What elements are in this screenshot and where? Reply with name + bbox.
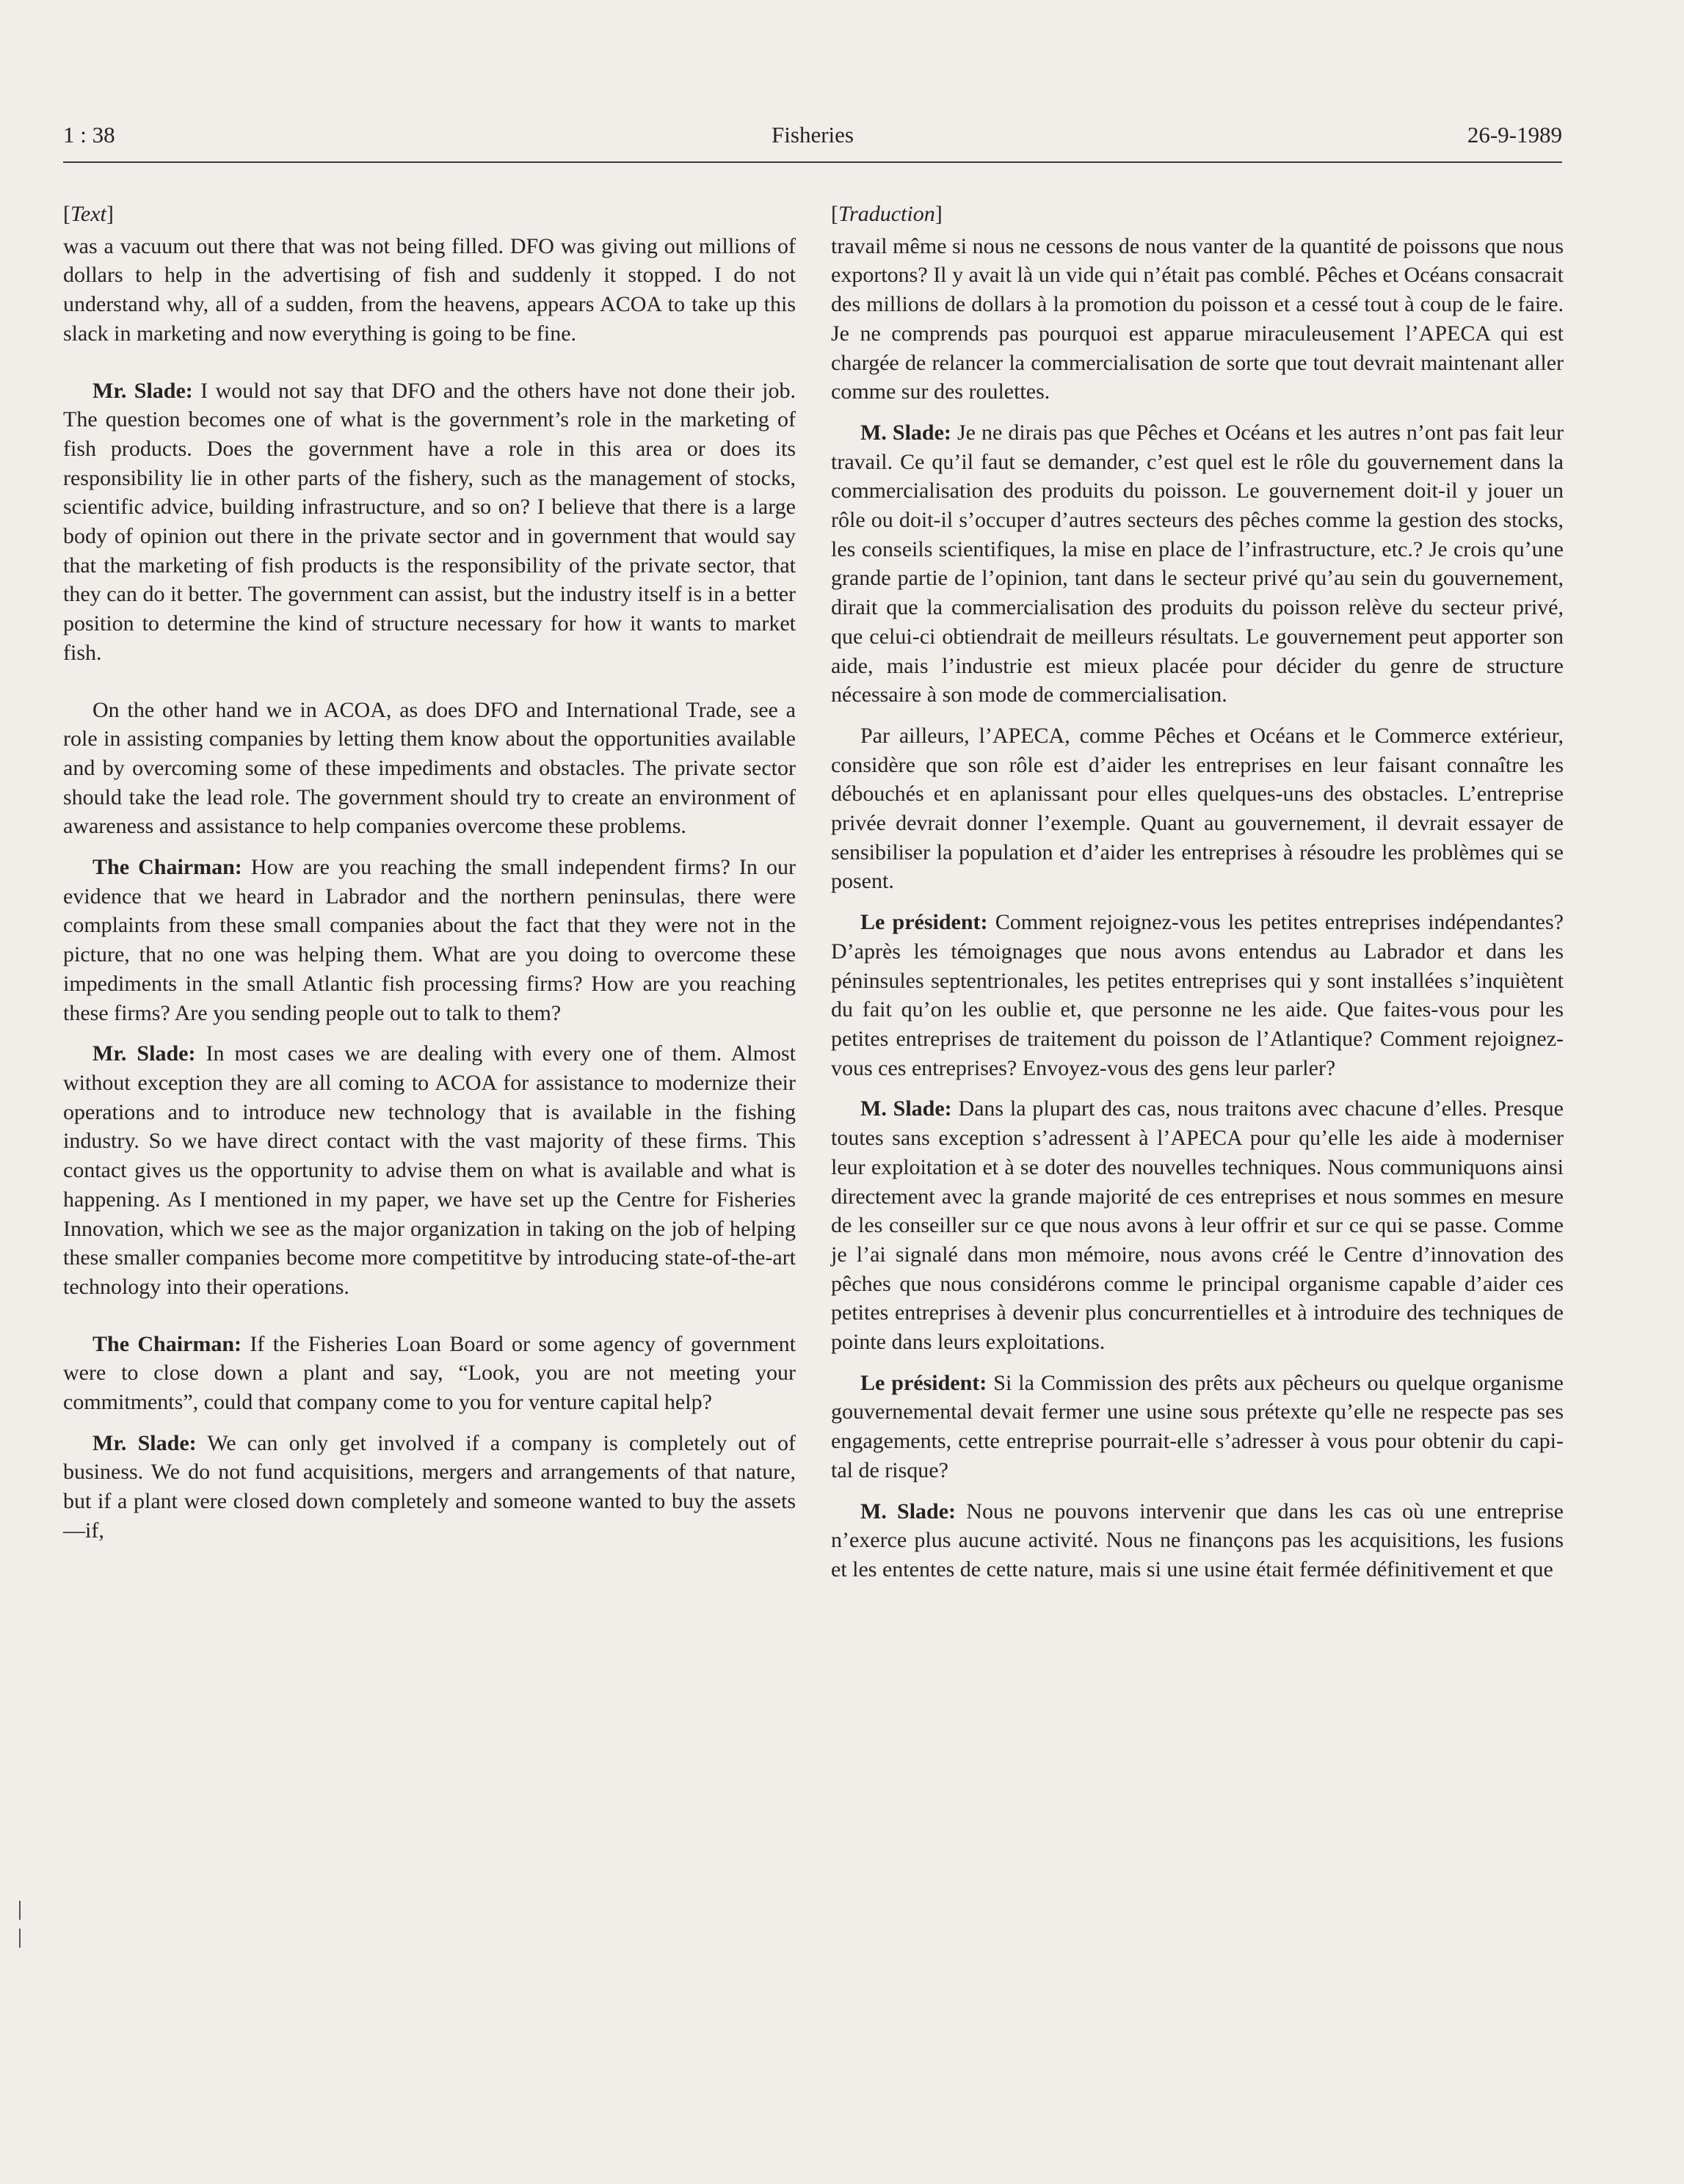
- paragraph-text: In most cases we are dealing with every one of them. Almost without exception they are all coming to ACOA for assistance to modernize their operations and to introduce new technology that is available in the fishing industry. So we have direct contact with the vast majority of these firms. This contact gives us the opportunity to advise them on what is available and what is happening. As I mentioned in my paper, we have set up the Centre for Fisheries Innovation, which we see as the major organization in taking on the job of helping these smaller companies become more competititve by introducing state-of-the-art technology into their operations.: [63, 1041, 796, 1299]
- english-column: [63, 200, 796, 1557]
- speaker-name: The Chairman:: [92, 855, 242, 880]
- paragraph: [63, 232, 796, 349]
- paragraph: [63, 696, 796, 842]
- speaker-name: Mr. Slade:: [92, 1430, 197, 1455]
- french-column: [831, 200, 1564, 1596]
- paragraph: [831, 721, 1564, 896]
- paragraph-text: Par ailleurs, l’APECA, comme Pêches et Océans et le Commerce extérieur, considère que son rôle est d’aider les entreprises en leur faisant connaître les débouchés et en aplanissant pour elles quelques-uns des obstacles. L’entreprise privée devrait donner l’exemple. Quant au gouvernement, il devrait essayer de sensibiliser la population et d’aider les entreprises à résoudre les problèmes qui se posent.: [831, 723, 1564, 894]
- paragraph-text: We can only get involved if a company is completely out of business. We do not fund acquisitions, mergers and arrangements of that nature, but if a plant were closed down completely and someone wanted to buy the assets—if,: [63, 1430, 796, 1543]
- paragraph: [831, 1497, 1564, 1584]
- speaker-name: Mr. Slade:: [92, 378, 193, 403]
- paragraph: [831, 1369, 1564, 1485]
- paragraph: [831, 418, 1564, 710]
- sitting-date: 26-9-1989: [1467, 122, 1562, 148]
- margin-mark: [19, 1929, 21, 1948]
- margin-mark: [19, 1901, 21, 1920]
- column-label: [Traduction]: [831, 202, 943, 226]
- paragraph: [63, 853, 796, 1027]
- paragraph: [831, 232, 1564, 407]
- page-header: [63, 122, 1562, 160]
- paragraph-text: Comment rejoignez-vous les petites entreprises indépendantes? D’après les témoignages que nous avons entendus au Labrador et dans les péninsules septentrionales, les petites entreprises qui y sont installées s’inquiètent du fait qu’on les oublie et, que personne ne les aide. Que faites-vous pour les petites entreprises de traitement du poisson de l’Atlantique? Comment rejoignez-vous ces entreprises? Envoyez-vous des gens leur parler?: [831, 910, 1564, 1080]
- paragraph: [63, 1330, 796, 1417]
- speaker-name: Le président:: [860, 910, 988, 935]
- paragraph-text: Dans la plupart des cas, nous traitons avec chacune d’elles. Presque toutes sans exception s’adressent à l’APECA pour qu’elle les aide à moderniser leur exploitation et à se doter des nouvelles techniques. Nous communiquons ainsi directement avec la grande majorité de ces entreprises et nous sommes en mesure de les conseiller sur ce que nous avons à leur offrir et sur ce qui se passe. Comme je l’ai signalé dans mon mémoire, nous avons créé le Centre d’innovation des pêches que nous considérons comme le principal organisme capable d’aider ces petites entreprises à devenir plus concurrentielles et à introduire des techniques de pointe dans leurs exploitations.: [831, 1096, 1564, 1355]
- paragraph: [63, 376, 796, 668]
- paragraph: [63, 1039, 796, 1301]
- paragraph-text: On the other hand we in ACOA, as does DFO and International Trade, see a role in assisting companies by letting them know about the opportunities available and by overcoming some of these impediments and obstacles. The private sector should take the lead role. The government should try to create an environment of awareness and assistance to help companies overcome these problems.: [63, 697, 796, 839]
- paragraph-text: How are you reaching the small independent firms? In our evidence that we heard in Labrador and the northern peninsulas, there were complaints from these small companies about the fact that they were not in the picture, that no one was helping them. What are you doing to overcome these impediments in the small Atlantic fish processing firms? How are you reaching these firms? Are you sending people out to talk to them?: [63, 855, 796, 1025]
- paragraph: [831, 908, 1564, 1082]
- paragraph-text: I would not say that DFO and the others have not done their job. The question becomes one of what is the government’s role in the marketing of fish products. Does the government have a role in this area or does its responsibility lie in other parts of the fishery, such as the management of stocks, scientific advice, building infrastructure, and so on? I believe that there is a large body of opinion out there in the private sector and in government that would say that the marketing of fish products is the responsibility of the private sector, that they can do it better. The government can assist, but the industry itself is in a better position to determine the kind of structure necessary for how it wants to market fish.: [63, 378, 796, 665]
- paragraph: [63, 1429, 796, 1546]
- paragraph: [831, 1094, 1564, 1356]
- speaker-name: M. Slade:: [860, 1096, 952, 1121]
- speaker-name: M. Slade:: [860, 1499, 957, 1524]
- page-number: 1 : 38: [63, 122, 115, 148]
- paragraph-text: Je ne dirais pas que Pêches et Océans et les autres n’ont pas fait leur travail. Ce qu’il faut se demander, c’est quel est le rôle du gouvernement dans la commercialisation des produits du poisson. Le gouvernement doit-il y jouer un rôle ou doit-il s’occuper d’autres secteurs des pêches comme la gestion des stocks, les conseils scientifiques, la mise en place de l’infrastructure, etc.? Je crois qu’une grande partie de l’opinion, tant dans le secteur privé qu’au sein du gouvernement, dirait que la commercialisation des produits du poisson relève du secteur privé, que celui-ci obtiendrait de meilleurs résultats. Le gouvernement peut apporter son aide, mais l’industrie est mieux placée pour décider du genre de structure nécessaire à son mode de commercialisation.: [831, 420, 1564, 707]
- speaker-name: Mr. Slade:: [92, 1041, 196, 1066]
- paragraph-text: If the Fisheries Loan Board or some agency of government were to close down a plant and say, “Look, you are not meeting your commitments”, could that company come to you for venture capital help?: [63, 1331, 796, 1415]
- paragraph-text: Nous ne pouvons intervenir que dans les cas où une entreprise n’exerce plus aucune activité. Nous ne finançons pas les acquisitions, les fusions et les ententes de cette nature, mais si une usine était fermée définitivement et que: [831, 1499, 1564, 1581]
- paragraph-text: was a vacuum out there that was not being filled. DFO was giving out millions of dollars to help in the advertising of fish and suddenly it stopped. I do not understand why, all of a sudden, from the heavens, appears ACOA to take up this slack in marketing and now everything is going to be fine.: [63, 233, 796, 346]
- speaker-name: The Chairman:: [92, 1331, 242, 1356]
- speaker-name: Le président:: [860, 1370, 987, 1395]
- running-title: Fisheries: [772, 122, 854, 148]
- paragraph-text: Si la Commission des prêts aux pêcheurs ou quelque organisme gouvernemental devait fermer une usine sous prétexte qu’elle ne respecte pas ses engagements, cette entreprise pourrait-elle s’adresser à vous pour obtenir du capital de risque?: [831, 1370, 1564, 1482]
- speaker-name: M. Slade:: [860, 420, 951, 445]
- header-rule: [63, 161, 1562, 163]
- paragraph-text: travail même si nous ne cessons de nous vanter de la quantité de poissons que nous exportons? Il y avait là un vide qui n’était pas comblé. Pêches et Océans consacrait des millions de dollars à la promotion du poisson et a cessé tout à coup de le faire. Je ne comprends pas pourquoi est apparue miraculeusement l’APECA qui est chargée de relancer la commercialisation de sorte que tout devrait maintenant aller comme sur des roulettes.: [831, 233, 1564, 404]
- column-label: [Text]: [63, 202, 114, 226]
